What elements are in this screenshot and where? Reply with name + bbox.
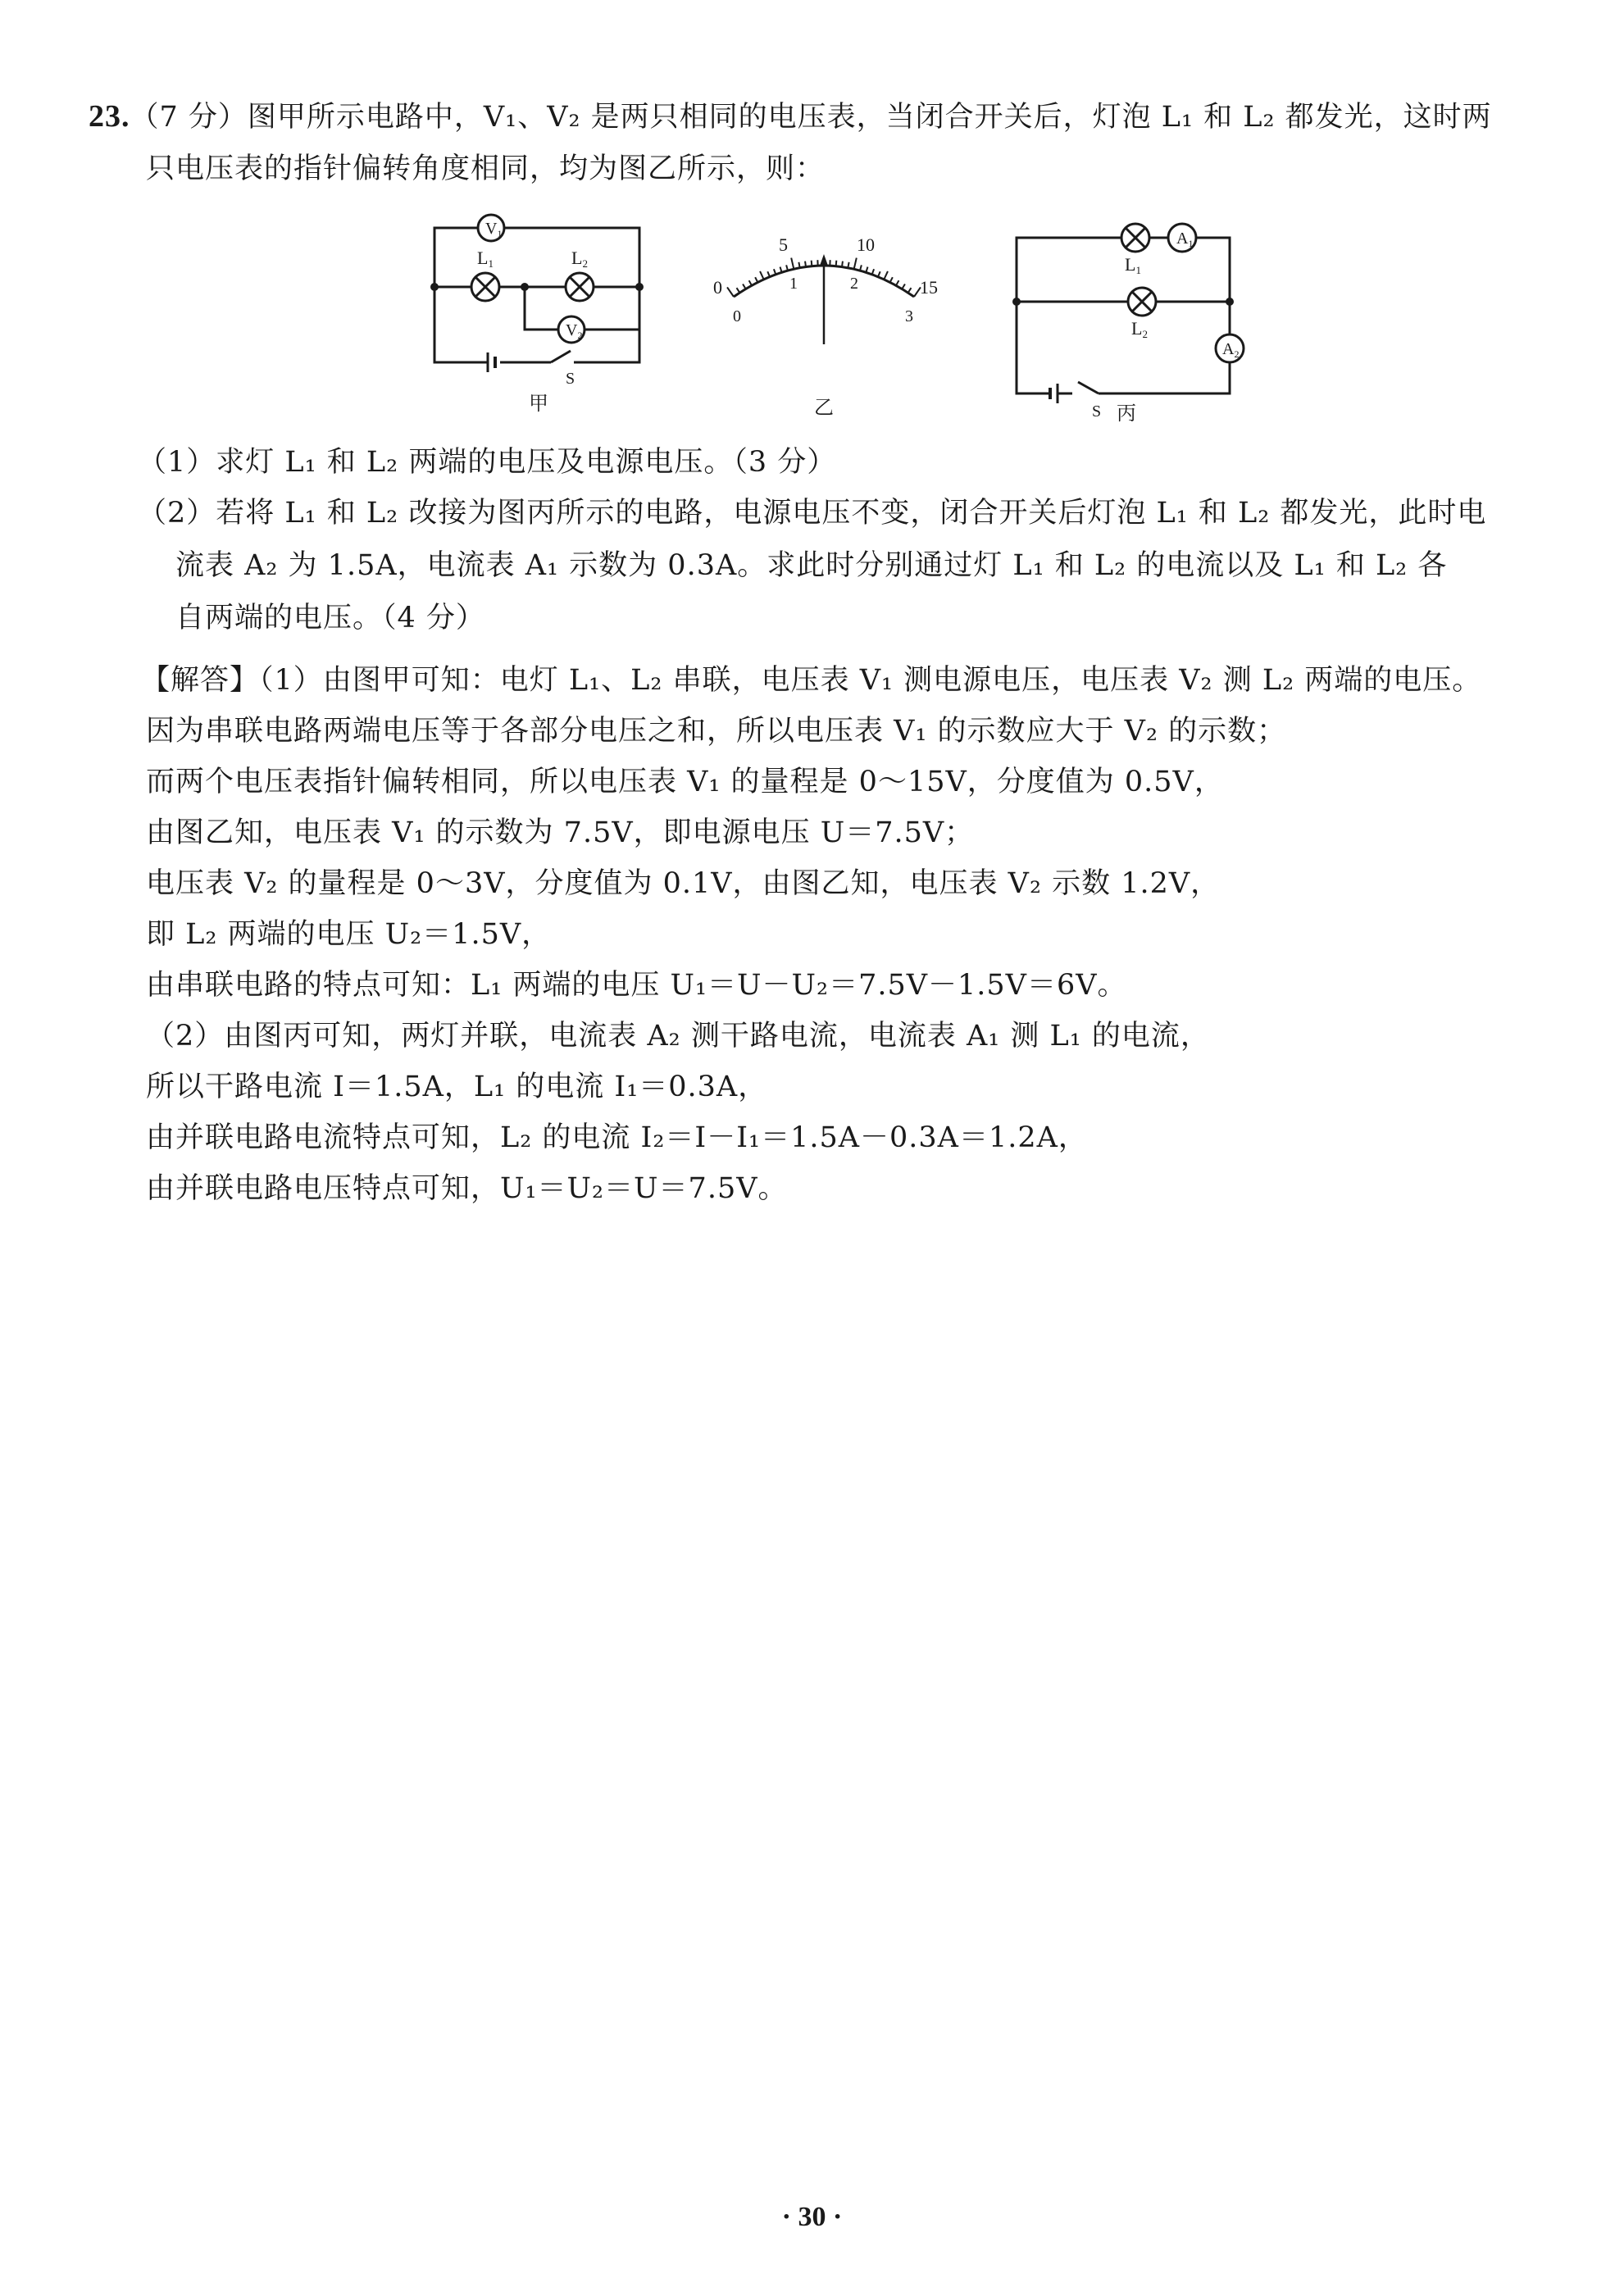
answer-line-2: 因为串联电路两端电压等于各部分电压之和，所以电压表 V₁ 的示数应大于 V₂ 的示数； bbox=[146, 715, 1287, 748]
meter-tick bbox=[842, 261, 843, 267]
yi-lower-1: 1 bbox=[789, 275, 798, 293]
meter-tick bbox=[884, 271, 888, 280]
meter-tick bbox=[902, 284, 905, 289]
yi-upper-15: 15 bbox=[920, 277, 938, 298]
yi-caption: 乙 bbox=[814, 398, 834, 419]
meter-tick bbox=[878, 271, 880, 276]
lamp-l1-bing-icon bbox=[1121, 224, 1149, 252]
answer-line-8: （2）由图丙可知，两灯并联，电流表 A₂ 测干路电流，电流表 A₁ 测 L₁ 的电流， bbox=[146, 1020, 1210, 1053]
meter-tick bbox=[890, 277, 893, 282]
part-2-line-1: （2）若将 L₁ 和 L₂ 改接为图丙所示的电路，电源电压不变，闭合开关后灯泡 L₁ 和 L₂ 都发光，此时电 bbox=[138, 497, 1487, 530]
circuit-figures bbox=[410, 205, 1262, 426]
yi-lower-2: 2 bbox=[850, 275, 858, 293]
figure-yi-meter bbox=[727, 254, 921, 344]
meter-tick bbox=[774, 269, 776, 275]
meter-tick bbox=[743, 284, 746, 289]
meter-tick bbox=[872, 269, 874, 275]
meter-tick bbox=[780, 267, 782, 273]
yi-upper-5: 5 bbox=[779, 234, 788, 255]
answer-line-10: 由并联电路电流特点可知，L₂ 的电流 I₂＝I－I₁＝1.5A－0.3A＝1.2A， bbox=[146, 1121, 1088, 1154]
meter-tick bbox=[836, 261, 837, 266]
answer-text-1: （1）由图甲可知：电灯 L₁、L₂ 串联，电压表 V₁ 测电源电压，电压表 V₂ 测 L₂ 两端的电压。 bbox=[259, 664, 1482, 697]
meter-tick bbox=[755, 277, 757, 282]
answer-line-7: 由串联电路的特点可知：L₁ 两端的电压 U₁＝U－U₂＝7.5V－1.5V＝6V。 bbox=[146, 969, 1127, 1002]
part-1-text: （1）求灯 L₁ 和 L₂ 两端的电压及电源电压。（3 分） bbox=[138, 446, 837, 479]
meter-tick bbox=[854, 258, 857, 270]
answer-line-5: 电压表 V₂ 的量程是 0～3V，分度值为 0.1V，由图乙知，电压表 V₂ 示数 1.2V， bbox=[146, 867, 1221, 900]
lamp-l2-icon bbox=[566, 273, 594, 301]
part-2-line-2: 流表 A₂ 为 1.5A，电流表 A₁ 示数为 0.3A。求此时分别通过灯 L₁ 和 L₂ 的电流以及 L₁ 和 L₂ 各 bbox=[175, 549, 1448, 582]
question-stem-line-1 bbox=[89, 97, 1492, 137]
meter-tick bbox=[908, 288, 912, 293]
meter-tick bbox=[749, 280, 752, 285]
lamp-l1-icon bbox=[471, 273, 499, 301]
meter-tick bbox=[767, 271, 770, 276]
lamp-l2-bing-icon bbox=[1128, 288, 1156, 316]
part-2-line-3: 自两端的电压。（4 分） bbox=[175, 602, 485, 634]
yi-lower-3: 3 bbox=[905, 307, 913, 325]
jia-v1-label: $V_1$ bbox=[485, 220, 503, 239]
meter-tick bbox=[805, 261, 806, 267]
bing-switch-label: S bbox=[1092, 402, 1102, 421]
answer-line-6: 即 L₂ 两端的电压 U₂＝1.5V， bbox=[146, 918, 552, 951]
bing-l2-label: L2 bbox=[1131, 318, 1148, 340]
meter-tick bbox=[866, 267, 867, 273]
question-stem-line-2: 只电压表的指针偏转角度相同，均为图乙所示，则： bbox=[146, 152, 826, 185]
yi-upper-0: 0 bbox=[713, 277, 722, 298]
jia-l2-label: L2 bbox=[571, 248, 588, 270]
jia-caption: 甲 bbox=[529, 393, 548, 415]
question-number: 23. bbox=[89, 99, 130, 134]
bing-a1-label: $A_1$ bbox=[1176, 230, 1194, 249]
page-number: · 30 · bbox=[781, 2202, 843, 2232]
figure-jia-circuit bbox=[434, 228, 639, 372]
bing-l1-label: L1 bbox=[1125, 254, 1141, 276]
yi-upper-10: 10 bbox=[857, 234, 875, 255]
bing-a2-label: $A_2$ bbox=[1222, 340, 1240, 360]
bing-caption: 丙 bbox=[1117, 403, 1136, 425]
meter-tick bbox=[727, 287, 734, 297]
meter-tick bbox=[791, 258, 794, 270]
answer-line-11: 由并联电路电压特点可知，U₁＝U₂＝U＝7.5V。 bbox=[146, 1172, 788, 1205]
figure-bing-circuit bbox=[1017, 238, 1230, 403]
answer-line-4: 由图乙知，电压表 V₁ 的示数为 7.5V，即电源电压 U＝7.5V； bbox=[146, 816, 975, 849]
answer-line-1 bbox=[141, 661, 1481, 700]
jia-switch-label: S bbox=[566, 370, 575, 388]
question-stem-text: （7 分）图甲所示电路中，V₁、V₂ 是两只相同的电压表，当闭合开关后，灯泡 L₁ 和 L₂ 都发光，这时两 bbox=[130, 101, 1492, 134]
yi-lower-0: 0 bbox=[733, 307, 741, 325]
meter-tick bbox=[798, 262, 799, 268]
answer-line-3: 而两个电压表指针偏转相同，所以电压表 V₁ 的量程是 0～15V，分度值为 0.5V， bbox=[146, 766, 1224, 798]
meter-tick bbox=[896, 280, 898, 285]
answer-label: 【解答】 bbox=[141, 664, 260, 697]
answer-line-9: 所以干路电流 I＝1.5A，L₁ 的电流 I₁＝0.3A， bbox=[146, 1071, 768, 1103]
meter-tick bbox=[760, 271, 764, 280]
jia-l1-label: L1 bbox=[477, 248, 494, 270]
jia-v2-label: $V_2$ bbox=[566, 321, 583, 341]
meter-tick bbox=[737, 288, 740, 293]
